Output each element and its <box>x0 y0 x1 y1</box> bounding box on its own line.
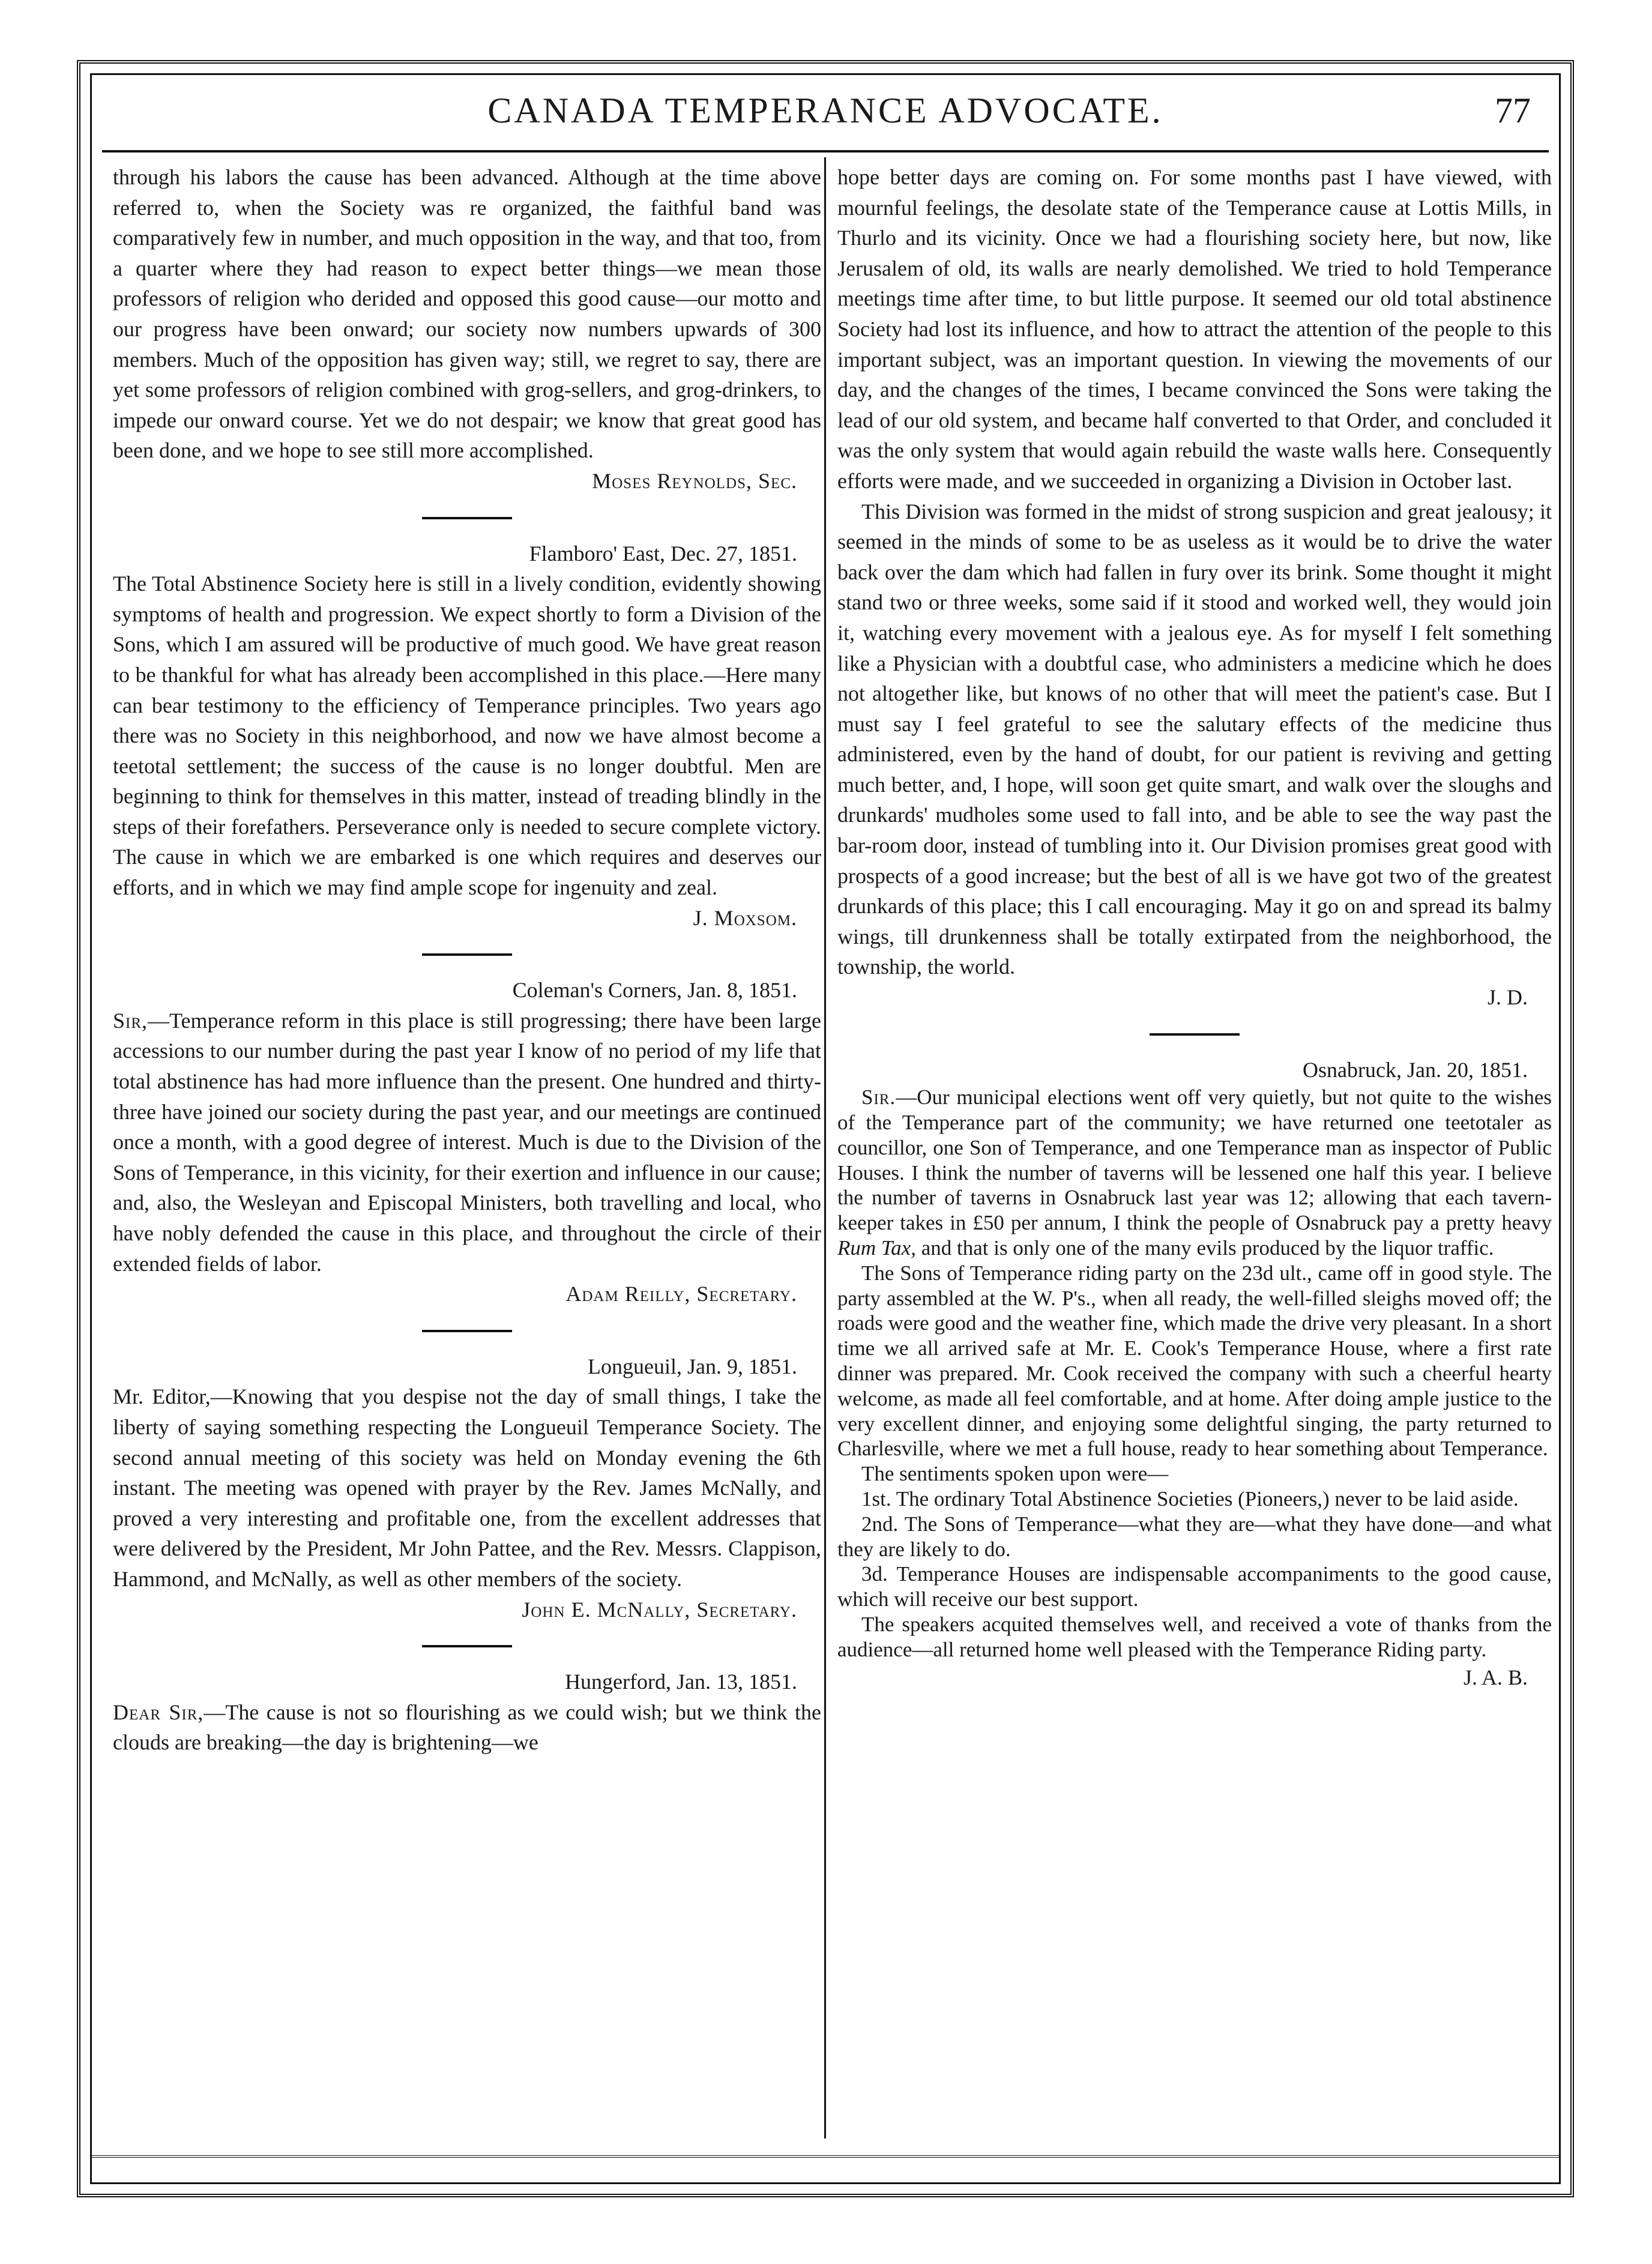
section-divider <box>422 517 512 519</box>
letter-body-text: and that is only one of the many evils produced by the liquor traffic. <box>915 1236 1494 1260</box>
section-divider <box>422 953 512 956</box>
letter-signature: J. Moxsom. <box>693 905 797 930</box>
section-divider <box>422 1645 512 1647</box>
letter-dateline: Flamboro' East, Dec. 27, 1851. <box>529 541 797 566</box>
letter-paragraph <box>837 1085 1552 1261</box>
letter-salutation: Dear Sir, <box>113 1700 204 1724</box>
letter-paragraph: 3d. Temperance Houses are indispensable accompaniments to the good cause, which will receive our best support. <box>837 1562 1552 1611</box>
section-divider <box>1150 1033 1240 1036</box>
column-divider <box>824 157 826 2139</box>
letter-body: This Division was formed in the midst of strong suspicion and great jealousy; it seemed in the minds of some to be as useless as it would be to drive the water back over the dam which had fallen in fury over its brink. Some thought it might stand two or three weeks, some said if it stood and worked well, they would join it, watching every movement with a jealous eye. As for myself I felt something like a Physician with a doubtful case, who administers a medicine which he does not altogether like, but knows of no other that will meet the patient's case. But I must say I feel grateful to see the salutary effects of the medicine thus administered, even by the hand of doubt, for our patient is reviving and getting much better, and, I hope, will soon get quite smart, and walk over the sloughs and drunkards' mudholes some used to fall into, and be able to see the way past the bar-room door, instead of tumbling into it. Our Division promises great good with prospects of a good increase; but the best of all is we have got two of the greatest drunkards of this place; this I call encouraging. May it go on and spread its balmy wings, till drunkenness shall be totally extirpated from the neighborhood, the township, the world. <box>837 499 1552 979</box>
letter-dateline: Coleman's Corners, Jan. 8, 1851. <box>512 978 797 1003</box>
emphasized-text: Rum Tax, <box>837 1236 916 1260</box>
letter-body <box>113 1697 821 1758</box>
letter-paragraph: The sentiments spoken upon were— <box>861 1462 1169 1486</box>
letter-body-dense <box>837 1085 1552 1662</box>
letter-salutation: Sir, <box>113 1008 148 1033</box>
letter-paragraph: 2nd. The Sons of Temperance—what they are—what they have done—and what they are likely to do. <box>837 1512 1552 1561</box>
letter-signature: Adam Reilly, Secretary. <box>565 1282 797 1306</box>
letter-signature: J. D. <box>1487 985 1528 1010</box>
letter-body: The Total Abstinence Society here is still in a lively condition, evidently showing symptoms of health and progression. We expect shortly to form a Division of the Sons, which I am assured will be productive of much good. We have great reason to be thankful for what has already been accomplished in this place.—Here many can bear testimony to the efficiency of Temperance principles. Two years ago there was no Society in this neighborhood, and now we have almost become a teetotal settlement; the success of the cause is no longer doubtful. Men are beginning to think for themselves in this matter, instead of treading blindly in the steps of their forefathers. Perseverance only is needed to secure complete victory. The cause in which we are embarked is one which requires and deserves our efforts, and in which we may find ample scope for ingenuity and zeal. <box>113 572 821 900</box>
letter-signature: John E. McNally, Secretary. <box>522 1597 797 1622</box>
letter-paragraph: The Sons of Temperance riding party on the 23d ult., came off in good style. The party assembled at the W. P's., when all ready, the well-filled sleighs moved off; the roads were good and the weather fine, which made the drive very pleasant. In a short time we all arrived safe at Mr. E. Cook's Temperance House, where a first rate dinner was prepared. Mr. Cook received the company with such a cheerful hearty welcome, as made all feel comfortable, and at home. After doing ample justice to the very excellent dinner, and enjoying some delightful singing, the party returned to Charlesville, where we met a full house, ready to hear something about Temperance. <box>837 1261 1552 1461</box>
letter-paragraph: 1st. The ordinary Total Abstinence Societies (Pioneers,) never to be laid aside. <box>861 1487 1519 1511</box>
left-column <box>113 162 821 1758</box>
letter-body-text: —Temperance reform in this place is still progressing; there have been large accessions to our number during the past year I know of no period of my life that total abstinence has had more influence than the present. One hundred and thirty-three have joined our society during the past year, and our meetings are continued once a month, with a good degree of interest. Much is due to the Division of the Sons of Temperance, in this vicinity, for their exertion and influence in our cause; and, also, the Wesleyan and Episcopal Ministers, both travelling and local, who have nobly defended the cause in this place, and throughout the circle of their extended fields of labor. <box>113 1008 821 1276</box>
letter-paragraph: The speakers acquited themselves well, and received a vote of thanks from the audience—all returned home well pleased with the Temperance Riding party. <box>837 1612 1552 1661</box>
letter-body <box>113 1006 821 1279</box>
letter-dateline: Osnabruck, Jan. 20, 1851. <box>1303 1057 1528 1082</box>
page-header <box>102 79 1549 145</box>
letter-dateline: Hungerford, Jan. 13, 1851. <box>565 1670 797 1694</box>
letter-signature: J. A. B. <box>1463 1665 1528 1689</box>
letter-body: Mr. Editor,—Knowing that you despise not the day of small things, I take the liberty of saying something respecting the Longueuil Temperance Society. The second annual meeting of this society was held on Monday evening the 6th instant. The meeting was opened with prayer by the Rev. James McNally, and proved a very interesting and profitable one, from the excellent addresses that were delivered by the President, Mr John Pattee, and the Rev. Messrs. Clappison, Hammond, and McNally, as well as other members of the society. <box>113 1384 821 1591</box>
section-divider <box>422 1330 512 1332</box>
header-rule <box>102 150 1549 152</box>
right-column <box>837 162 1552 1692</box>
letter-body-text: —Our municipal elections went off very quietly, but not quite to the wishes of the Temperance part of the community; we have returned one teetotaler as councillor, one Son of Temperance, and one Temperance man as inspector of Public Houses. I think the number of taverns will be lessened one half this year. I believe the number of taverns in Osnabruck last year was 12; allowing that each tavern-keeper takes in £50 per annum, I think the people of Osnabruck pay a pretty heavy <box>837 1085 1552 1235</box>
publication-title: CANADA TEMPERANCE ADVOCATE. <box>487 91 1163 130</box>
letter-salutation: Sir. <box>861 1085 896 1109</box>
letter-body-text: —The cause is not so flourishing as we could wish; but we think the clouds are breaking—the day is brightening—we <box>113 1700 821 1755</box>
page-number: 77 <box>1495 91 1531 130</box>
letter-dateline: Longueuil, Jan. 9, 1851. <box>588 1354 797 1378</box>
footer-rule <box>90 2155 1561 2158</box>
letter-signature: Moses Reynolds, Sec. <box>592 468 797 493</box>
letter-continued-text: through his labors the cause has been advanced. Although at the time above referred to, when the Society was re organized, the faithful band was comparatively few in number, and much opposition in the way, and that too, from a quarter where they had reason to expect better things—we mean those professors of religion who derided and opposed this good cause—our motto and our progress have been onward; our society now numbers upwards of 300 members. Much of the opposition has given way; still, we regret to say, there are yet some professors of religion combined with grog-sellers, and grog-drinkers, to impede our onward course. Yet we do not despair; we know that great good has been done, and we hope to see still more accomplished. <box>113 165 821 463</box>
letter-continued-text: hope better days are coming on. For some months past I have viewed, with mournful feelings, the desolate state of the Temperance cause at Lottis Mills, in Thurlo and its vicinity. Once we had a flourishing society here, but now, like Jerusalem of old, its walls are nearly demolished. We tried to hold Temperance meetings time after time, to but little purpose. It seemed our old total abstinence Society had lost its influence, and how to attract the attention of the people to this important subject, was an important question. In viewing the movements of our day, and the changes of the times, I became convinced the Sons were taking the lead of our old system, and became half converted to that Order, and concluded it was the only system that would again rebuild the waste walls here. Consequently efforts were made, and we succeeded in organizing a Division in October last. <box>837 165 1552 493</box>
